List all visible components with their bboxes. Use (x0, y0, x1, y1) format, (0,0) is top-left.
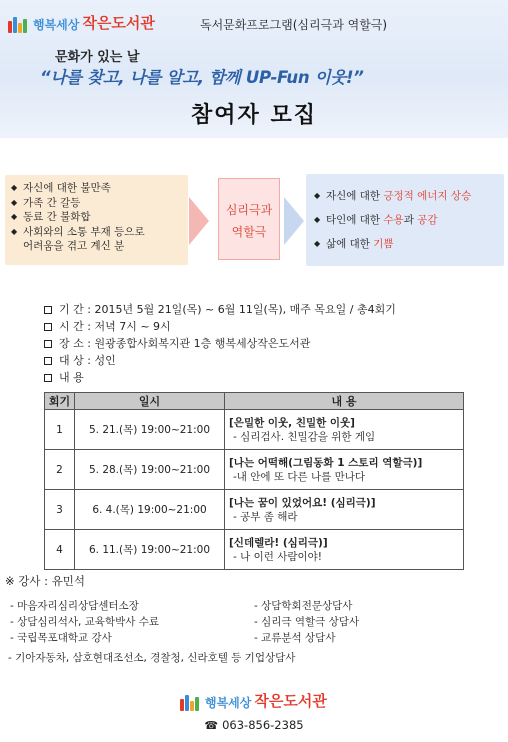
diamond-bullet-icon: ◆ (314, 191, 321, 200)
info-period: 기 간 : 2015년 5월 21일(목) ~ 6월 11일(목), 매주 목요일 / 총4회기 (44, 301, 396, 318)
table-row: 3 6. 4.(목) 19:00~21:00 [나는 꿈이 있었어요! (심리극)] - 공부 좀 해라 (45, 490, 464, 530)
schedule-table (44, 392, 464, 570)
footer-library-logo: 행복세상 작은도서관 (180, 690, 327, 711)
effect-item: ◆ 자신에 대한 긍정적 에너지 상승 (314, 184, 496, 208)
method-box: 심리극과 역할극 (218, 178, 280, 260)
effect-item: ◆ 타인에 대한 수용과 공감 (314, 208, 496, 232)
table-row: 2 5. 28.(목) 19:00~21:00 [나는 어떡해(그림동화 1 스토리 역할극)] -내 안에 또 다른 나를 만나다 (45, 450, 464, 490)
arrow-right-icon (284, 197, 304, 245)
library-logo: 행복세상 작은도서관 (8, 12, 155, 33)
problem-item: ◆ 사회와의 소통 부재 등으로 (11, 225, 145, 238)
program-name: 독서문화프로그램(심리극과 역할극) (200, 18, 388, 32)
problem-continuation: 어려움을 겪고 계신 분 (23, 240, 125, 252)
table-row: 1 5. 21.(목) 19:00~21:00 [은밀한 이웃, 친밀한 이웃] - 심리검사. 친밀감을 위한 게임 (45, 410, 464, 450)
header-banner (0, 0, 508, 138)
books-icon (180, 693, 202, 711)
problem-item: ◆ 가족 간 갈등 (11, 196, 81, 209)
telephone-icon: ☎ (204, 719, 219, 732)
recruit-title: 참여자 모집 (191, 103, 317, 128)
checkbox-icon (44, 340, 52, 348)
problem-item: ◆ 동료 간 불화합 (11, 211, 91, 223)
diamond-bullet-icon: ◆ (314, 239, 321, 248)
info-content: 내 용 (44, 369, 396, 386)
instructor-career-left: - 마음자리심리상담센터소장 - 상담심리석사, 교육학박사 수료 - 국립목포대학교 강사 (10, 600, 159, 644)
diamond-bullet-icon: ◆ (11, 212, 18, 221)
checkbox-icon (44, 357, 52, 365)
diamond-bullet-icon: ◆ (11, 226, 18, 236)
col-content: 내 용 (225, 393, 464, 410)
table-row: 4 6. 11.(목) 19:00~21:00 [신데렐라! (심리극)] - 나 이런 사람이야! (45, 530, 464, 570)
col-session: 회기 (45, 393, 75, 410)
diamond-bullet-icon: ◆ (11, 197, 18, 207)
instructor-career-full: - 기아자동차, 삼호현대조선소, 경찰청, 신라호텔 등 기업상담사 (8, 652, 296, 664)
diamond-bullet-icon: ◆ (314, 215, 321, 224)
phone-line (0, 718, 508, 732)
slogan: “나를 찾고, 나를 알고, 함께 UP-Fun 이웃!” (40, 68, 364, 87)
arrow-right-icon (189, 197, 209, 245)
target-problems-box (5, 175, 188, 265)
phone-number: 063-856-2385 (222, 718, 304, 732)
checkbox-icon (44, 323, 52, 331)
info-place: 장 소 : 원광종합사회복지관 1층 행복세상작은도서관 (44, 335, 396, 352)
program-info (44, 301, 396, 386)
info-time: 시 간 : 저녁 7시 ~ 9시 (44, 318, 396, 335)
expected-effects-box (306, 174, 504, 266)
info-target: 대 상 : 성인 (44, 352, 396, 369)
checkbox-icon (44, 306, 52, 314)
effect-item: ◆ 삶에 대한 기쁨 (314, 232, 496, 256)
problem-item: ◆ 자신에 대한 불만족 (11, 182, 111, 194)
books-icon (8, 15, 30, 33)
diamond-bullet-icon: ◆ (11, 183, 18, 192)
table-header-row (45, 393, 464, 410)
instructor-career-right: - 상담학회전문상담사 - 심리극 역할극 상담사 - 교류분석 상담사 (254, 600, 360, 644)
col-datetime: 일시 (75, 393, 225, 410)
checkbox-icon (44, 374, 52, 382)
subtitle: 문화가 있는 날 (55, 50, 140, 65)
instructor-title: ※ 강사 : 유민석 (5, 574, 86, 588)
